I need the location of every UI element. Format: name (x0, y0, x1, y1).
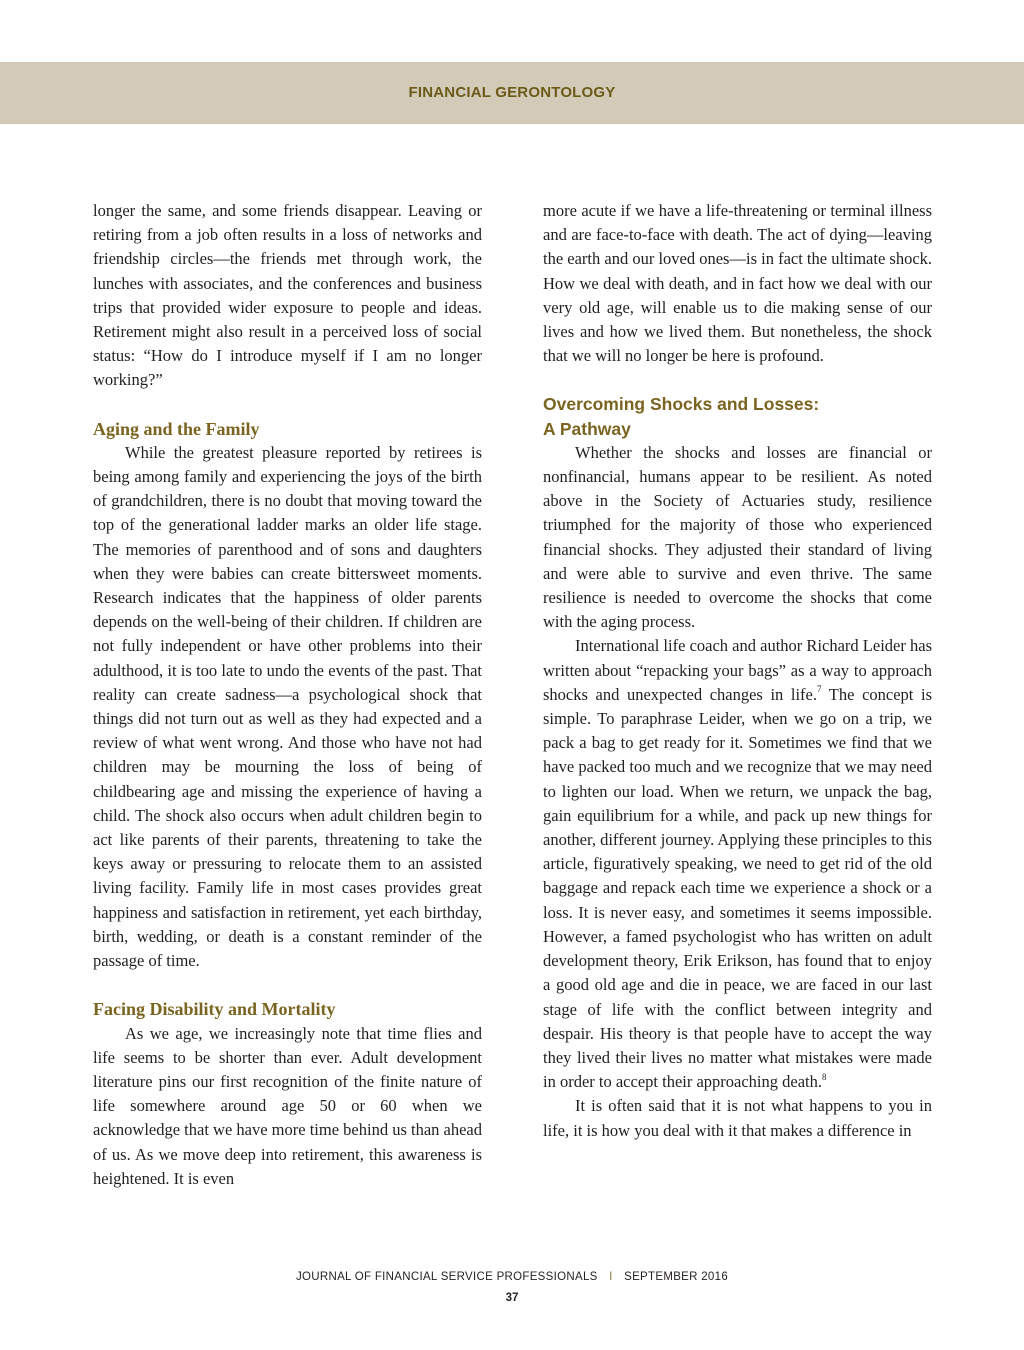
paragraph: more acute if we have a life-threatening or terminal illness and are face-to-face with death. The act of dying—leaving the earth and our loved ones—is in fact the ultimate shock. How we deal with death, and in fact how we deal with our very old age, will enable us to die making sense of our lives and how we lived them. But nonetheless, the shock that we will no longer be here is profound. (543, 201, 933, 366)
footer-line (0, 1271, 1024, 1283)
right-column (543, 199, 932, 1143)
paragraph-text: International life coach and author Richard Leider has written about “repacking your bags” as a way to approach shocks and unexpected changes in life. (543, 636, 932, 704)
section-heading: Facing Disability and Mortality (93, 999, 336, 1020)
section-heading (543, 392, 932, 440)
left-column (93, 199, 482, 1191)
paragraph: As we age, we increasingly note that time flies and life seems to be shorter than ever. Adult development literature pins our first recognition of the finite nature of life somewhere around age 50 or 60 when we acknowledge that we have more time behind us than ahead of us. As we move deep into retirement, this awareness is heightened. It is even (93, 1023, 482, 1188)
issue-date: SEPTEMBER 2016 (624, 1271, 729, 1283)
paragraph-text: The concept is simple. To paraphrase Leider, when we go on a trip, we pack a bag to get ready for it. Sometimes we find that we have packed too much and we recognize that we may need to lighten our load. When we return, we unpack the bag, gain equilibrium for a while, and pack up new things for another, different journey. Applying these principles to this article, figuratively speaking, we need to get rid of the old baggage and repack each time we experience a shock or a loss. It is never easy, and sometimes it seems impossible. However, a famed psychologist who has written on adult development theory, Erik Erikson, has found that to enjoy a good old age and die in peace, we are faced in our last stage of life with the conflict between integrity and despair. His theory is that people have to accept the way they lived their lives no matter what mistakes were made in order to accept their approaching death. (543, 684, 932, 1092)
footnote-ref: 8 (822, 1071, 827, 1082)
paragraph: It is often said that it is not what happens to you in life, it is how you deal with it that makes a difference in (543, 1096, 932, 1140)
journal-name: JOURNAL OF FINANCIAL SERVICE PROFESSIONALS (295, 1271, 598, 1283)
footer-separator: I (609, 1271, 613, 1283)
page-number: 37 (505, 1292, 519, 1304)
section-heading-line: Overcoming Shocks and Losses: (543, 394, 820, 415)
running-header: FINANCIAL GERONTOLOGY (408, 84, 616, 101)
paragraph (543, 634, 932, 1094)
paragraph: longer the same, and some friends disappear. Leaving or retiring from a job often results in a loss of networks and friendship circles—the friends met through work, the lunches with associates, and the conferences and business trips that provided wider exposure to people and ideas. Retirement might also result in a perceived loss of social status: “How do I introduce myself if I am no longer working?” (93, 201, 482, 390)
paragraph: Whether the shocks and losses are financial or nonfinancial, humans appear to be resilient. As noted above in the Society of Actuaries study, resilience triumphed for the majority of those who experienced financial shocks. They adjusted their standard of living and were able to survive and even thrive. The same resilience is needed to overcome the shocks that come with the aging process. (543, 442, 932, 632)
footnote-ref: 7 (817, 684, 822, 695)
paragraph: While the greatest pleasure reported by retirees is being among family and experiencing the joys of the birth of grandchildren, there is no doubt that moving toward the top of the generational ladder marks an older life stage. The memories of parenthood and of sons and daughters when they were babies can create bittersweet moments. Research indicates that the happiness of older parents depends on the well-being of their children. If children are not fully independent or have other problems into their adulthood, it is too late to undo the events of the past. That reality can create sadness—a psychological shock that things did not turn out as well as they had expected and a review of what went wrong. And those who have not had children may be mourning the loss of being of childbearing age and missing the experience of having a child. The shock also occurs when adult children begin to act like parents of their parents, threatening to take the keys away or pressuring to relocate them to an assisted living facility. Family life in most cases provides great happiness and satisfaction in retirement, yet each birthday, birth, wedding, or death is a constant reminder of the passage of time. (93, 442, 482, 971)
section-heading: Aging and the Family (93, 418, 260, 439)
section-heading-line: A Pathway (543, 418, 631, 439)
